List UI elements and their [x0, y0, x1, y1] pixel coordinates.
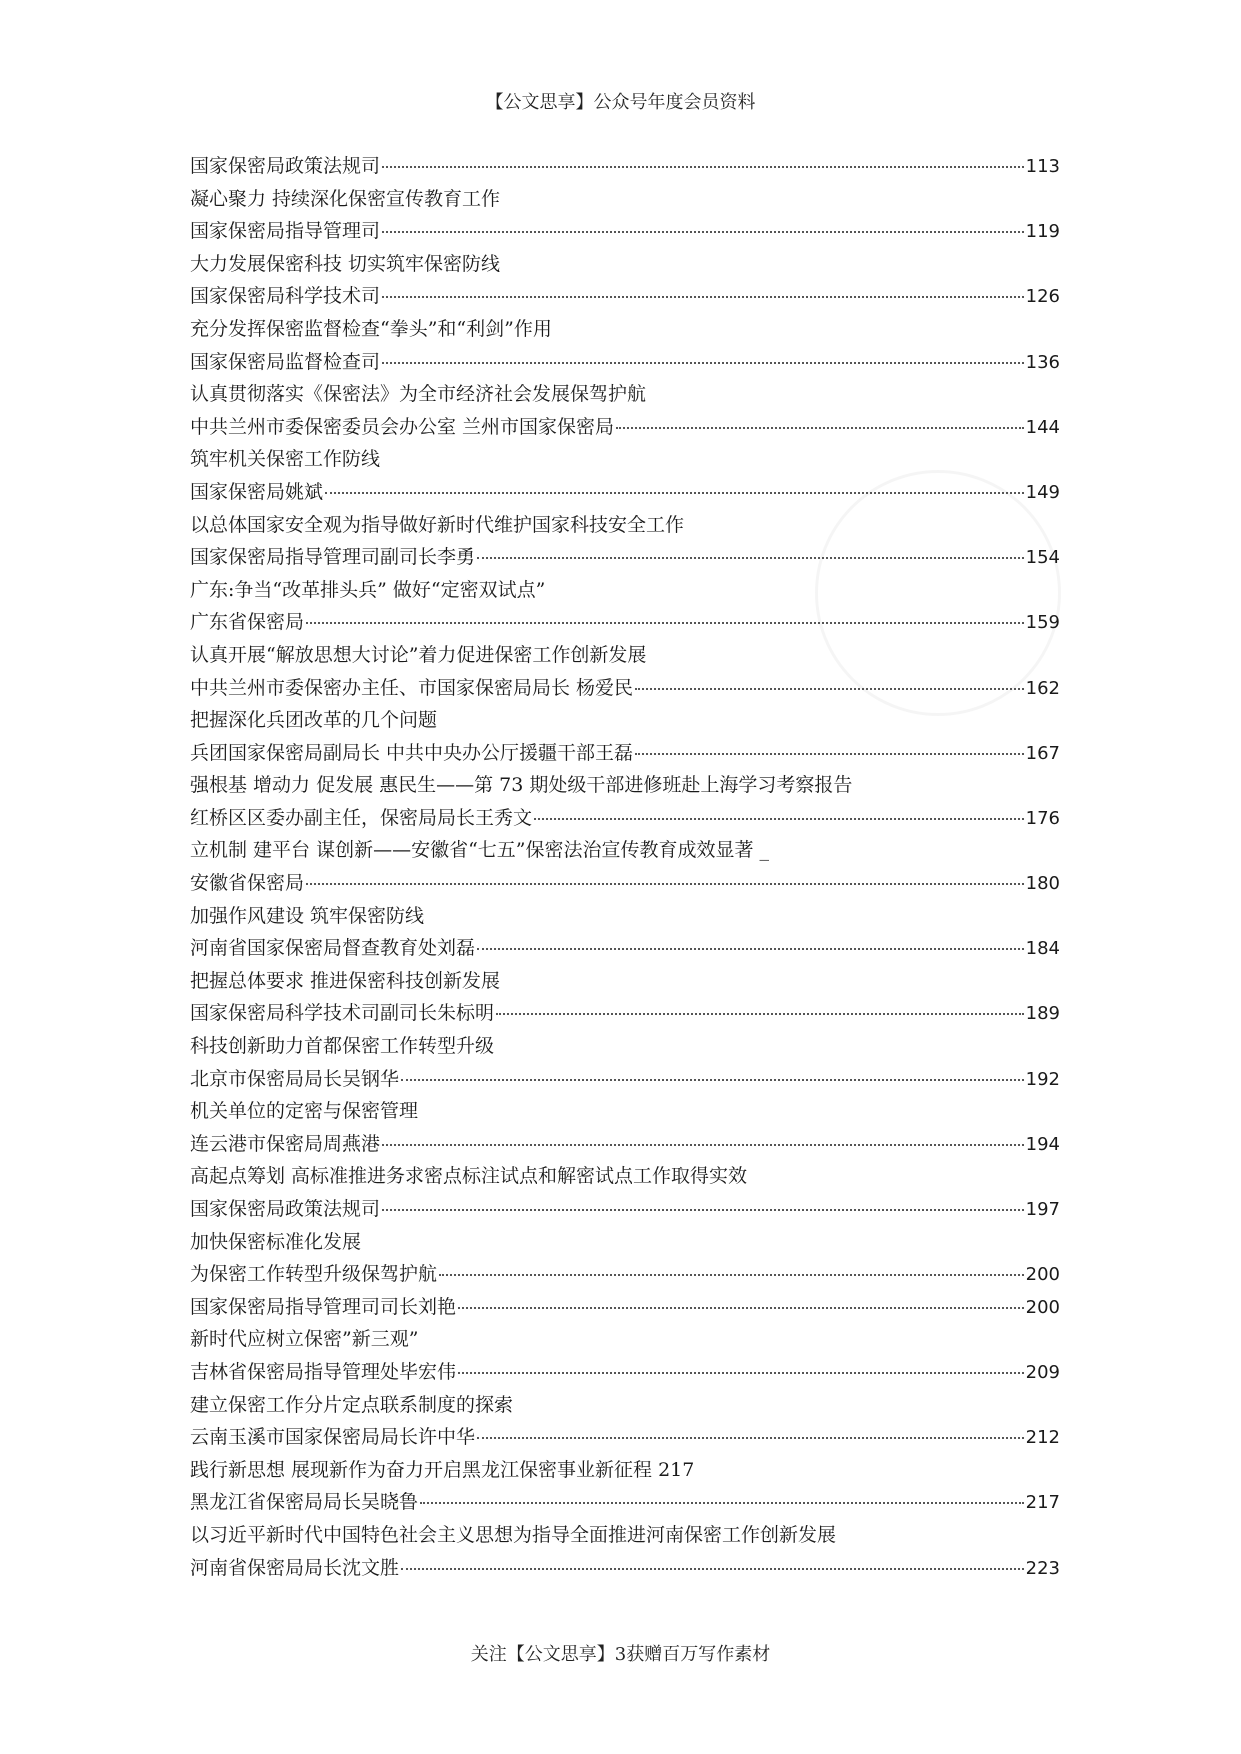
toc-dot-leader [496, 1013, 1024, 1015]
toc-page-number: 154 [1025, 547, 1060, 569]
toc-entry-author: 广东省保密局 [190, 611, 305, 634]
toc-entry [190, 280, 1060, 313]
toc-page-number: 119 [1025, 221, 1060, 243]
toc-entry [190, 1552, 1060, 1585]
table-of-contents [190, 150, 1060, 1584]
toc-entry [190, 346, 1060, 379]
toc-page-number: 159 [1025, 612, 1060, 634]
toc-dot-leader [477, 948, 1024, 950]
toc-page-number: 144 [1025, 416, 1060, 438]
toc-page-number: 136 [1025, 351, 1060, 373]
toc-entry-author: 国家保密局科学技术司副司长朱标明 [190, 1002, 495, 1025]
toc-page-number: 180 [1025, 873, 1060, 895]
toc-entry [190, 150, 1060, 183]
toc-page-number: 194 [1025, 1133, 1060, 1155]
toc-entry-title: 机关单位的定密与保密管理 [190, 1100, 419, 1123]
toc-entry-title: 强根基 增动力 促发展 惠民生——第 73 期处级干部进修班赴上海学习考察报告 [190, 774, 853, 797]
toc-entry [190, 1128, 1060, 1161]
toc-entry [190, 1421, 1060, 1454]
toc-dot-leader [382, 231, 1024, 233]
toc-page-number: 184 [1025, 938, 1060, 960]
toc-entry-title: 凝心聚力 持续深化保密宣传教育工作 [190, 187, 501, 210]
toc-dot-leader [306, 622, 1024, 624]
toc-entry-title: 认真贯彻落实《保密法》为全市经济社会发展保驾护航 [190, 383, 647, 406]
toc-dot-leader [306, 883, 1024, 885]
toc-entry-title: 加强作风建设 筑牢保密防线 [190, 904, 425, 927]
toc-dot-leader [401, 1079, 1024, 1081]
toc-entry-author: 国家保密局科学技术司 [190, 285, 381, 308]
page-header: 【公文思享】公众号年度会员资料 [485, 92, 756, 113]
toc-page-number: 200 [1025, 1296, 1060, 1318]
toc-entry [190, 1356, 1060, 1389]
toc-entry [190, 541, 1060, 574]
toc-entry-title: 把握总体要求 推进保密科技创新发展 [190, 969, 501, 992]
toc-entry-author: 河南省国家保密局督查教育处刘磊 [190, 937, 476, 960]
toc-entry [190, 802, 1060, 835]
toc-entry [190, 737, 1060, 770]
toc-entry-author: 国家保密局政策法规司 [190, 1198, 381, 1220]
toc-entry-title: 加快保密标准化发展 [190, 1230, 362, 1253]
toc-dot-leader [325, 492, 1024, 494]
toc-entry-title: 广东:争当“改革排头兵” 做好“定密双试点” [190, 578, 546, 601]
toc-page-number: 176 [1025, 807, 1060, 829]
toc-page-number: 167 [1025, 742, 1060, 764]
toc-page-number: 212 [1025, 1427, 1060, 1449]
toc-entry-title: 充分发挥保密监督检查“拳头”和“利剑”作用 [190, 317, 552, 340]
toc-dot-leader [477, 1437, 1024, 1439]
toc-entry-author: 国家保密局监督检查司 [190, 350, 381, 373]
toc-entry [190, 672, 1060, 705]
toc-entry-title: 以总体国家安全观为指导做好新时代维护国家科技安全工作 [190, 513, 685, 536]
toc-page-number: 126 [1025, 286, 1060, 308]
toc-entry [190, 867, 1060, 900]
toc-dot-leader [635, 753, 1024, 755]
toc-entry-author: 吉林省保密局指导管理处毕宏伟 [190, 1360, 457, 1383]
toc-entry-author: 国家保密局指导管理司司长刘艳 [190, 1295, 457, 1318]
toc-entry-author: 北京市保密局局长吴钢华 [190, 1067, 400, 1090]
toc-dot-leader [382, 362, 1024, 364]
toc-dot-leader [401, 1568, 1024, 1570]
toc-entry [190, 1193, 1060, 1226]
page-footer: 关注【公文思享】3获赠百万写作素材 [470, 1644, 771, 1665]
toc-entry-title: 科技创新助力首都保密工作转型升级 [190, 1035, 495, 1058]
toc-dot-leader [382, 166, 1024, 168]
toc-entry-author: 中共兰州市委保密办主任、市国家保密局局长 杨爱民 [190, 676, 634, 699]
toc-entry [190, 1258, 1060, 1291]
toc-entry-title: 把握深化兵团改革的几个问题 [190, 709, 438, 732]
toc-entry-author: 为保密工作转型升级保驾护航 [190, 1263, 438, 1286]
toc-entry [190, 932, 1060, 965]
toc-entry [190, 606, 1060, 639]
toc-dot-leader [534, 818, 1024, 820]
toc-entry-author: 国家保密局指导管理司副司长李勇 [190, 546, 476, 569]
toc-entry-title: 新时代应树立保密”新三观” [190, 1328, 419, 1351]
toc-dot-leader [382, 1209, 1024, 1211]
toc-page-number: 113 [1025, 156, 1060, 177]
toc-dot-leader [458, 1307, 1024, 1309]
toc-entry [190, 476, 1060, 509]
toc-entry-author: 红桥区区委办副主任，保密局局长王秀文 [190, 806, 533, 829]
toc-entry-title: 建立保密工作分片定点联系制度的探索 [190, 1393, 514, 1416]
toc-entry-author: 国家保密局政策法规司 [190, 155, 381, 177]
toc-entry-author: 河南省保密局局长沈文胜 [190, 1556, 400, 1579]
toc-entry [190, 997, 1060, 1030]
toc-entry-title: 以习近平新时代中国特色社会主义思想为指导全面推进河南保密工作创新发展 [190, 1523, 837, 1546]
toc-entry-author: 云南玉溪市国家保密局局长许中华 [190, 1426, 476, 1449]
toc-entry [190, 1063, 1060, 1096]
toc-entry-title: 立机制 建平台 谋创新——安徽省“七五”保密法治宣传教育成效显著 _ [190, 839, 770, 862]
toc-page-number: 192 [1025, 1068, 1060, 1090]
toc-dot-leader [382, 1144, 1024, 1146]
toc-dot-leader [420, 1502, 1024, 1504]
toc-page-number: 162 [1025, 677, 1060, 699]
toc-entry-title: 认真开展“解放思想大讨论”着力促进保密工作创新发展 [190, 643, 647, 666]
toc-page-number: 209 [1025, 1361, 1060, 1383]
toc-page-number: 200 [1025, 1264, 1060, 1286]
toc-page-number: 217 [1025, 1492, 1060, 1514]
toc-dot-leader [616, 427, 1024, 429]
toc-page-number: 197 [1025, 1199, 1060, 1220]
toc-entry-author: 国家保密局指导管理司 [190, 220, 381, 243]
toc-dot-leader [439, 1274, 1024, 1276]
toc-dot-leader [477, 557, 1024, 559]
toc-entry [190, 1291, 1060, 1324]
toc-dot-leader [382, 296, 1024, 298]
toc-dot-leader [458, 1372, 1024, 1374]
toc-entry-author: 国家保密局姚斌 [190, 480, 324, 503]
toc-entry-title: 践行新思想 展现新作为奋力开启黑龙江保密事业新征程 217 [190, 1458, 695, 1481]
toc-entry [190, 411, 1060, 444]
toc-entry [190, 1486, 1060, 1519]
toc-entry-author: 中共兰州市委保密委员会办公室 兰州市国家保密局 [190, 415, 615, 438]
toc-entry-title: 高起点筹划 高标准推进务求密点标注试点和解密试点工作取得实效 [190, 1165, 748, 1188]
toc-entry-author: 黑龙江省保密局局长吴晓鲁 [190, 1491, 419, 1514]
toc-entry-author: 连云港市保密局周燕港 [190, 1132, 381, 1155]
toc-page-number: 189 [1025, 1003, 1060, 1025]
toc-page-number: 149 [1025, 481, 1060, 503]
toc-entry-title: 大力发展保密科技 切实筑牢保密防线 [190, 252, 501, 275]
toc-entry-author: 兵团国家保密局副局长 中共中央办公厅援疆干部王磊 [190, 741, 634, 764]
toc-entry-author: 安徽省保密局 [190, 872, 305, 895]
toc-entry-title: 筑牢机关保密工作防线 [190, 448, 381, 471]
toc-dot-leader [635, 688, 1024, 690]
toc-entry [190, 215, 1060, 248]
toc-page-number: 223 [1025, 1557, 1060, 1579]
